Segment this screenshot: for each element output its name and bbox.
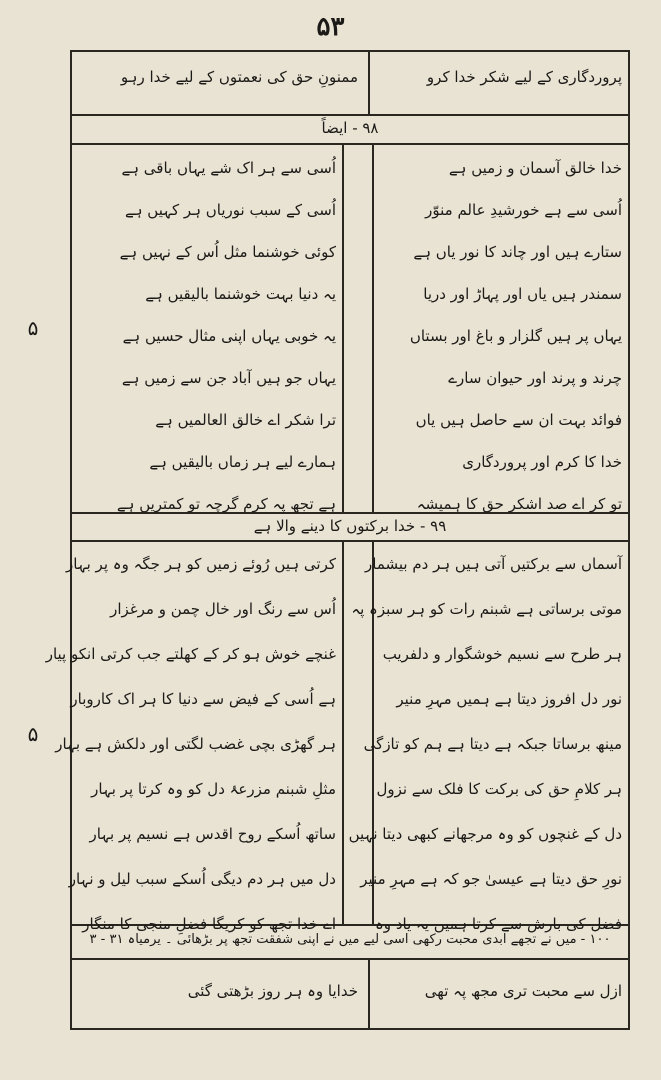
verse-line: ہے تجھ پہ کرم گرچہ تو کمتریں ہے [116, 495, 336, 513]
verse-line: تو کر اے صد اشکر حق کا ہمیشہ [416, 495, 622, 513]
verse-line: مینھ برساتا جبکہ ہے دیتا ہے ہم کو تازگی [363, 735, 622, 753]
verse-line: یہ دنیا بہت خوشنما بالیقیں ہے [145, 285, 336, 303]
verse-line: دل کے غنچوں کو وہ مرجھانے کبھی دیتا نہیں [348, 825, 622, 843]
verse-line: فوائد بہت ان سے حاصل ہیں یاں [415, 411, 622, 429]
verse-line: ساتھ اُسکے روح اقدس ہے نسیم پر بہار [89, 825, 336, 843]
verse-line: ترا شکر اے خالق العالمیں ہے [155, 411, 336, 429]
hymn-100-left-verse: خدایا وہ ہر روز بڑھتی گئی [187, 982, 358, 1000]
verse-line: مثلِ شبنم مزرعۂ دل کو وہ کرتا پر بہار [91, 780, 336, 798]
column-divider-left-99 [342, 540, 344, 924]
column-divider-right-98 [372, 143, 374, 512]
verse-line: یہاں پر ہیں گلزار و باغ اور بستاں [409, 327, 622, 345]
verse-line: اے خدا تجھ کو کریگا فضلِ منجی کا منگار [82, 915, 336, 933]
verse-line: اُس سے رنگ اور خال چمن و مرغزار [110, 600, 336, 618]
verse-line: یہاں جو ہیں آباد جن سے زمیں ہے [121, 369, 336, 387]
hymn-99-heading: ۹۹ - خدا برکتوں کا دینے والا ہے [253, 517, 447, 535]
verse-line: کوئی خوشنما مثل اُس کے نہیں ہے [119, 243, 336, 261]
verse-line: خدا کا کرم اور پروردگاری [462, 453, 622, 471]
verse-line: کرتی ہیں رُوئے زمیں کو ہر جگہ وہ پر بہار [66, 555, 336, 573]
verse-line: خدا خالق آسمان و زمیں ہے [448, 159, 622, 177]
verse-line: اُسی کے سبب نوریاں ہر کہیں ہے [124, 201, 336, 219]
verse-line: غنچے خوش ہو کر کے کھلتے جب کرتی انکو پیار [45, 645, 336, 663]
verse-line: فضل کی بارش سے کرتا ہمیں یہ یاد وہ [375, 915, 622, 933]
verse-line: یہ خوبی یہاں اپنی مثال حسیں ہے [122, 327, 336, 345]
verse-line: موتی برساتی ہے شبنم رات کو ہر سبزہ پہ [351, 600, 622, 618]
column-divider-top [368, 50, 370, 114]
page-number: ۵۳ [316, 12, 345, 42]
verse-line: دل میں ہر دم دیگی اُسکے سبب لیل و نہار [68, 870, 336, 888]
verse-line: آسماں سے برکتیں آتی ہیں ہر دم بیشمار [365, 555, 622, 573]
top-row-right-verse: پروردگاری کے لیے شکر خدا کرو [426, 68, 622, 86]
column-divider-left-98 [342, 143, 344, 512]
divider-heading-98 [70, 143, 630, 145]
verse-line: اُسی سے ہر اک شے یہاں باقی ہے [121, 159, 336, 177]
verse-line: نور دل افروز دیتا ہے ہمیں مہرِ منیر [396, 690, 622, 708]
hymn-99-margin-number: ۵ [27, 722, 39, 746]
verse-line: ہر کلامِ حق کی برکت کا فلک سے نزول [376, 780, 622, 798]
hymn-98-right-column [378, 147, 622, 525]
hymn-98-margin-number: ۵ [27, 316, 39, 340]
hymn-98-left-column [80, 147, 336, 525]
hymn-100-heading: ۱۰۰ - میں نے تجھے ابدی محبت رکھی اسی لیے میں نے اپنی شفقت تجھ پر بڑھائی ۔ یرمیاہ ۳۱ - ۳ [89, 932, 611, 947]
hymn-98-heading: ۹۸ - ایضاً [321, 119, 379, 137]
top-row-left-verse: ممنونِ حق کی نعمتوں کے لیے خدا رہو [120, 68, 358, 86]
verse-line: ہر طرح سے نسیم خوشگوار و دلفریب [382, 645, 622, 663]
hymn-99-left-column [45, 542, 336, 947]
verse-line: چرند و پرند اور حیوان سارے [448, 369, 622, 387]
divider-top-row [70, 114, 630, 116]
hymn-100-right-verse: ازل سے محبت تری مجھ پہ تھی [424, 982, 622, 1000]
verse-line: ہر گھڑی بچی غضب لگتی اور دلکش ہے بہار [55, 735, 336, 753]
divider-heading-100 [70, 958, 630, 960]
verse-line: نورِ حق دیتا ہے عیسیٰ جو کہ ہے مہرِ منیر [360, 870, 622, 888]
verse-line: ستارے ہیں اور چاند کا نور یاں ہے [413, 243, 622, 261]
column-divider-bottom [368, 958, 370, 1030]
verse-line: ہمارے لیے ہر زماں بالیقیں ہے [149, 453, 336, 471]
verse-line: سمندر ہیں یاں اور پہاڑ اور دریا [423, 285, 622, 303]
verse-line: اُسی سے ہے خورشیدِ عالم منوّر [425, 201, 622, 219]
verse-line: ہے اُسی کے فیض سے دنیا کا ہر اک کاروبار [70, 690, 336, 708]
